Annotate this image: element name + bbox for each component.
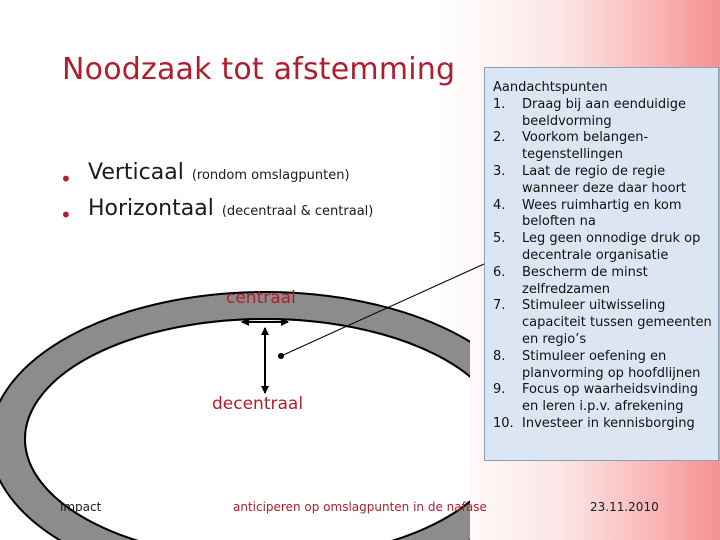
- bullet-main-text: Verticaal: [88, 160, 184, 185]
- aandachtspunten-list: [493, 97, 712, 433]
- bullet-item: [58, 160, 373, 196]
- list-item-text: Focus op waarheidsvinding en leren i.p.v. afrekening: [522, 382, 699, 415]
- list-item-text: Voorkom belangen-tegenstellingen: [522, 130, 649, 163]
- list-item: [493, 382, 712, 416]
- list-item-number: 10.: [493, 415, 514, 431]
- footer-date: 23.11.2010: [590, 500, 659, 514]
- aandachtspunten-panel: [484, 67, 719, 461]
- list-item: [493, 265, 712, 299]
- footer-left: impact: [60, 500, 102, 514]
- list-item-text: Wees ruimhartig en kom beloften na: [522, 197, 682, 230]
- bullet-sub-text: (decentraal & centraal): [221, 204, 374, 219]
- bullet-sub-text: (rondom omslagpunten): [191, 168, 350, 183]
- list-item: [493, 130, 712, 164]
- list-item: [493, 298, 712, 348]
- list-item-number: 5.: [493, 231, 506, 247]
- centraal-label: centraal: [226, 288, 296, 308]
- panel-title: Aandachtspunten: [493, 80, 608, 95]
- bullet-icon: •: [60, 203, 72, 227]
- list-item: [493, 416, 712, 433]
- list-item-text: Stimuleer uitwisseling capaciteit tussen gemeenten en regio’s: [522, 298, 712, 347]
- list-item-text: Bescherm de minst zelfredzamen: [522, 264, 648, 297]
- list-item: [493, 349, 712, 383]
- bullet-icon: •: [60, 167, 72, 191]
- list-item: [493, 164, 712, 198]
- list-item-number: 6.: [493, 264, 506, 280]
- list-item-number: 1.: [493, 96, 506, 112]
- list-item-number: 7.: [493, 298, 506, 314]
- bullet-item: [58, 196, 373, 232]
- footer-center: anticiperen op omslagpunten in de nafase: [233, 500, 487, 514]
- list-item: [493, 198, 712, 232]
- list-item-number: 2.: [493, 130, 506, 146]
- list-item-number: 9.: [493, 382, 506, 398]
- list-item: [493, 231, 712, 265]
- list-item-number: 4.: [493, 197, 506, 213]
- list-item-text: Laat de regio de regie wanneer deze daar hoort: [522, 163, 687, 196]
- list-item-text: Investeer in kennisborging: [522, 415, 695, 431]
- list-item-text: Leg geen onnodige druk op decentrale organisatie: [522, 231, 701, 263]
- list-item-text: Stimuleer oefening en planvorming op hoofdlijnen: [522, 348, 701, 381]
- bullet-main-text: Horizontaal: [88, 196, 214, 221]
- slide-title: Noodzaak tot afstemming: [62, 52, 456, 87]
- decentraal-label: decentraal: [212, 394, 304, 414]
- list-item-number: 8.: [493, 348, 506, 364]
- list-item: [493, 97, 712, 131]
- list-item-text: Draag bij aan eenduidige beeldvorming: [522, 96, 687, 129]
- list-item-number: 3.: [493, 163, 506, 179]
- bullet-list: [58, 160, 373, 232]
